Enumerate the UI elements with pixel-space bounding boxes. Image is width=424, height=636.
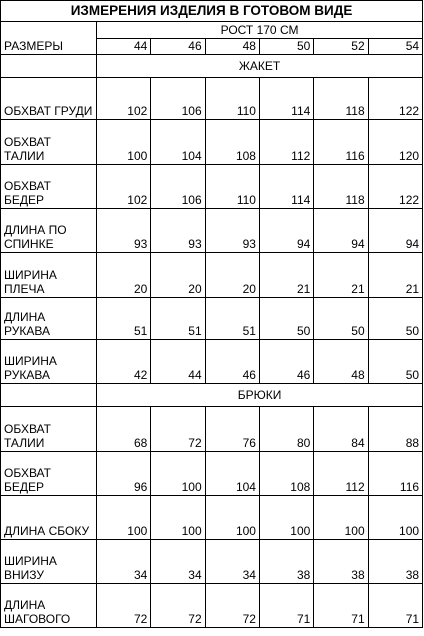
measurement-value: 20 [151, 253, 205, 298]
measurement-value: 94 [368, 209, 422, 253]
measurement-value: 20 [205, 253, 259, 298]
measurement-value: 96 [97, 452, 151, 496]
measurement-row [1, 253, 423, 298]
section-header-blank [1, 55, 97, 78]
measurement-row [1, 298, 423, 340]
measurement-row [1, 120, 423, 165]
measurement-value: 110 [205, 165, 259, 209]
sizes-label: РАЗМЕРЫ [1, 22, 97, 55]
measurement-value: 100 [151, 496, 205, 540]
measurement-label: ОБХВАТ БЕДЕР [1, 452, 97, 496]
section-name: БРЮКИ [97, 384, 423, 407]
measurement-value: 34 [97, 540, 151, 584]
measurement-value: 76 [205, 407, 259, 452]
measurement-value: 34 [205, 540, 259, 584]
measurement-value: 71 [314, 584, 368, 628]
measurement-value: 68 [97, 407, 151, 452]
measurement-value: 50 [368, 340, 422, 384]
measurement-value: 122 [368, 78, 422, 120]
measurement-label: ОБХВАТ ТАЛИИ [1, 120, 97, 165]
measurement-value: 72 [205, 584, 259, 628]
measurement-value: 114 [259, 78, 313, 120]
size-value: 46 [151, 39, 205, 55]
measurement-value: 120 [368, 120, 422, 165]
measurement-value: 110 [205, 78, 259, 120]
measurement-value: 93 [205, 209, 259, 253]
measurement-value: 112 [259, 120, 313, 165]
measurement-value: 104 [205, 452, 259, 496]
measurement-row [1, 340, 423, 384]
measurement-value: 100 [314, 496, 368, 540]
title-row [1, 1, 423, 22]
measurement-value: 112 [314, 452, 368, 496]
measurement-value: 118 [314, 165, 368, 209]
measurement-value: 84 [314, 407, 368, 452]
height-row [1, 22, 423, 39]
measurement-value: 21 [314, 253, 368, 298]
measurement-value: 34 [151, 540, 205, 584]
measurement-label: ДЛИНА СБОКУ [1, 496, 97, 540]
measurement-value: 71 [368, 584, 422, 628]
measurement-value: 93 [151, 209, 205, 253]
measurement-row [1, 209, 423, 253]
measurement-value: 94 [259, 209, 313, 253]
measurement-value: 100 [97, 496, 151, 540]
measurement-label: ШИРИНА РУКАВА [1, 340, 97, 384]
measurement-value: 38 [368, 540, 422, 584]
measurement-label: ОБХВАТ БЕДЕР [1, 165, 97, 209]
measurement-value: 50 [259, 298, 313, 340]
measurement-value: 93 [97, 209, 151, 253]
measurement-row [1, 78, 423, 120]
section-header-row [1, 55, 423, 78]
measurement-value: 38 [314, 540, 368, 584]
measurement-value: 118 [314, 78, 368, 120]
measurement-value: 88 [368, 407, 422, 452]
measurement-value: 46 [205, 340, 259, 384]
measurement-value: 72 [97, 584, 151, 628]
measurement-value: 102 [97, 78, 151, 120]
measurement-value: 72 [151, 407, 205, 452]
measurement-row [1, 407, 423, 452]
measurement-value: 42 [97, 340, 151, 384]
measurement-value: 122 [368, 165, 422, 209]
measurement-value: 106 [151, 165, 205, 209]
measurement-value: 104 [151, 120, 205, 165]
measurement-label: ДЛИНА ШАГОВОГО [1, 584, 97, 628]
measurement-value: 108 [205, 120, 259, 165]
measurement-label: ШИРИНА ПЛЕЧА [1, 253, 97, 298]
measurement-row [1, 496, 423, 540]
measurement-value: 116 [368, 452, 422, 496]
measurement-value: 21 [259, 253, 313, 298]
measurement-label: ДЛИНА РУКАВА [1, 298, 97, 340]
measurement-value: 21 [368, 253, 422, 298]
measurement-value: 100 [259, 496, 313, 540]
size-value: 52 [314, 39, 368, 55]
size-value: 44 [97, 39, 151, 55]
measurement-value: 48 [314, 340, 368, 384]
measurement-value: 50 [314, 298, 368, 340]
measurement-value: 102 [97, 165, 151, 209]
measurement-value: 46 [259, 340, 313, 384]
measurement-label: ДЛИНА ПО СПИНКЕ [1, 209, 97, 253]
size-value: 48 [205, 39, 259, 55]
measurement-value: 114 [259, 165, 313, 209]
size-value: 50 [259, 39, 313, 55]
measurement-row [1, 165, 423, 209]
height-label: РОСТ 170 СМ [97, 22, 423, 39]
measurement-row [1, 584, 423, 628]
measurement-value: 106 [151, 78, 205, 120]
size-value: 54 [368, 39, 422, 55]
measurement-value: 116 [314, 120, 368, 165]
measurement-value: 100 [151, 452, 205, 496]
measurement-value: 38 [259, 540, 313, 584]
measurement-row [1, 540, 423, 584]
page-title: ИЗМЕРЕНИЯ ИЗДЕЛИЯ В ГОТОВОМ ВИДЕ [1, 1, 423, 22]
measurement-value: 50 [368, 298, 422, 340]
measurement-value: 108 [259, 452, 313, 496]
section-name: ЖАКЕТ [97, 55, 423, 78]
measurement-row [1, 452, 423, 496]
measurement-value: 94 [314, 209, 368, 253]
section-header-row [1, 384, 423, 407]
measurement-value: 51 [205, 298, 259, 340]
measurement-value: 100 [205, 496, 259, 540]
measurement-value: 51 [97, 298, 151, 340]
measurement-value: 71 [259, 584, 313, 628]
measurement-label: ОБХВАТ ТАЛИИ [1, 407, 97, 452]
section-header-blank [1, 384, 97, 407]
measurement-value: 51 [151, 298, 205, 340]
measurement-value: 44 [151, 340, 205, 384]
measurement-value: 100 [97, 120, 151, 165]
measurement-value: 72 [151, 584, 205, 628]
measurement-value: 80 [259, 407, 313, 452]
measurement-value: 20 [97, 253, 151, 298]
measurement-label: ОБХВАТ ГРУДИ [1, 78, 97, 120]
measurement-value: 100 [368, 496, 422, 540]
measurement-label: ШИРИНА ВНИЗУ [1, 540, 97, 584]
